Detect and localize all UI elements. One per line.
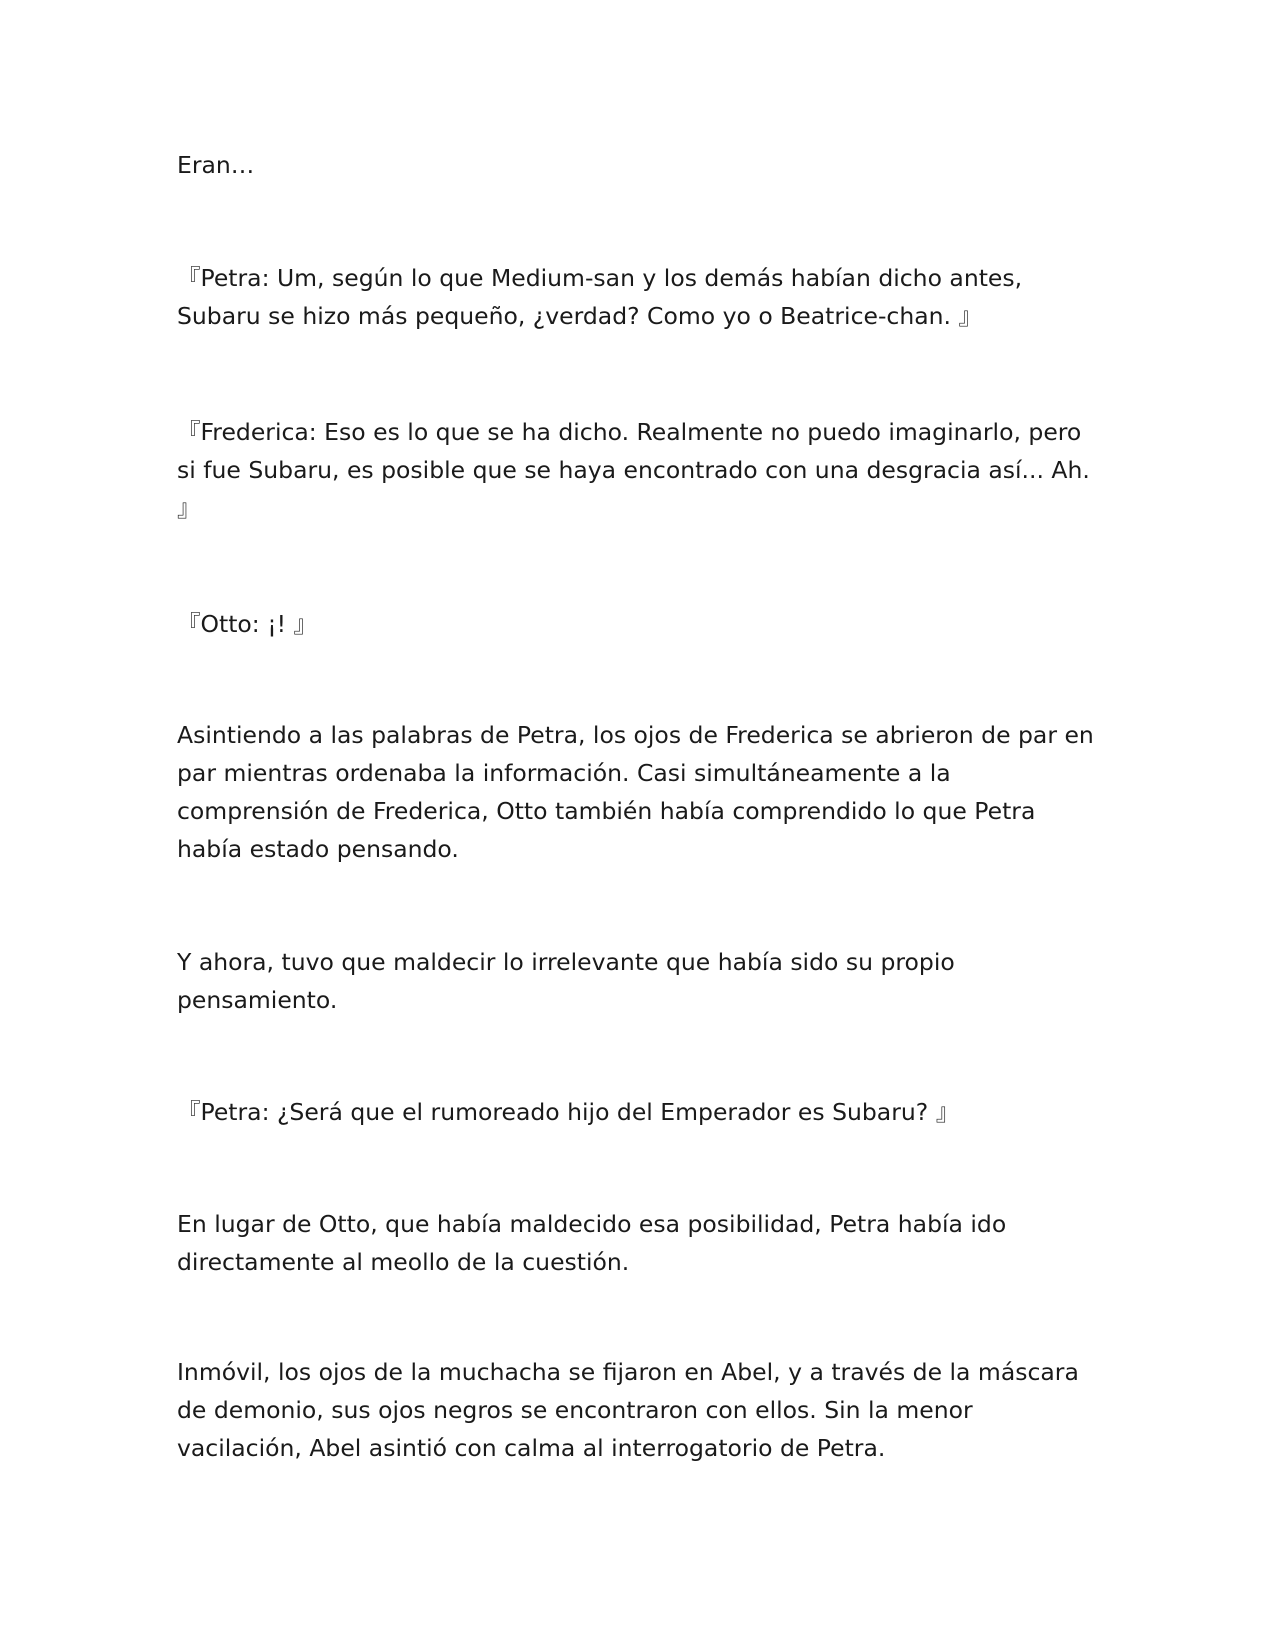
paragraph-narration: Inmóvil, los ojos de la muchacha se fijaron en Abel, y a través de la máscara de demonio, sus ojos negros se encontraron con ellos. Sin la menor vacilación, Abel asintió con calma al interrogatorio de Petra. <box>177 1358 1079 1462</box>
paragraph-narration: Asintiendo a las palabras de Petra, los ojos de Frederica se abrieron de par en par mientras ordenaba la información. Casi simultáneamente a la comprensión de Frederica, Otto también había comprendido lo que Petra había estado pensando. <box>177 721 1094 863</box>
paragraph-narration: Y ahora, tuvo que maldecir lo irrelevante que había sido su propio pensamiento. <box>177 948 955 1014</box>
paragraph-narration: En lugar de Otto, que había maldecido esa posibilidad, Petra había ido directamente al meollo de la cuestión. <box>177 1210 1007 1276</box>
paragraph-dialogue-petra: 『Petra: Um, según lo que Medium-san y los demás habían dicho antes, Subaru se hizo más pequeño, ¿verdad? Como yo o Beatrice-chan. 』 <box>177 264 1023 330</box>
paragraph-dialogue-petra: 『Petra: ¿Será que el rumoreado hijo del Emperador es Subaru? 』 <box>177 1098 960 1126</box>
paragraph-dialogue-otto: 『Otto: ¡! 』 <box>177 610 318 638</box>
paragraph-narration: Eran… <box>177 151 255 179</box>
paragraph-dialogue-frederica: 『Frederica: Eso es lo que se ha dicho. Realmente no puedo imaginarlo, pero si fue Subaru, es posible que se haya encontrado con una desgracia así... Ah. 』 <box>177 418 1090 522</box>
